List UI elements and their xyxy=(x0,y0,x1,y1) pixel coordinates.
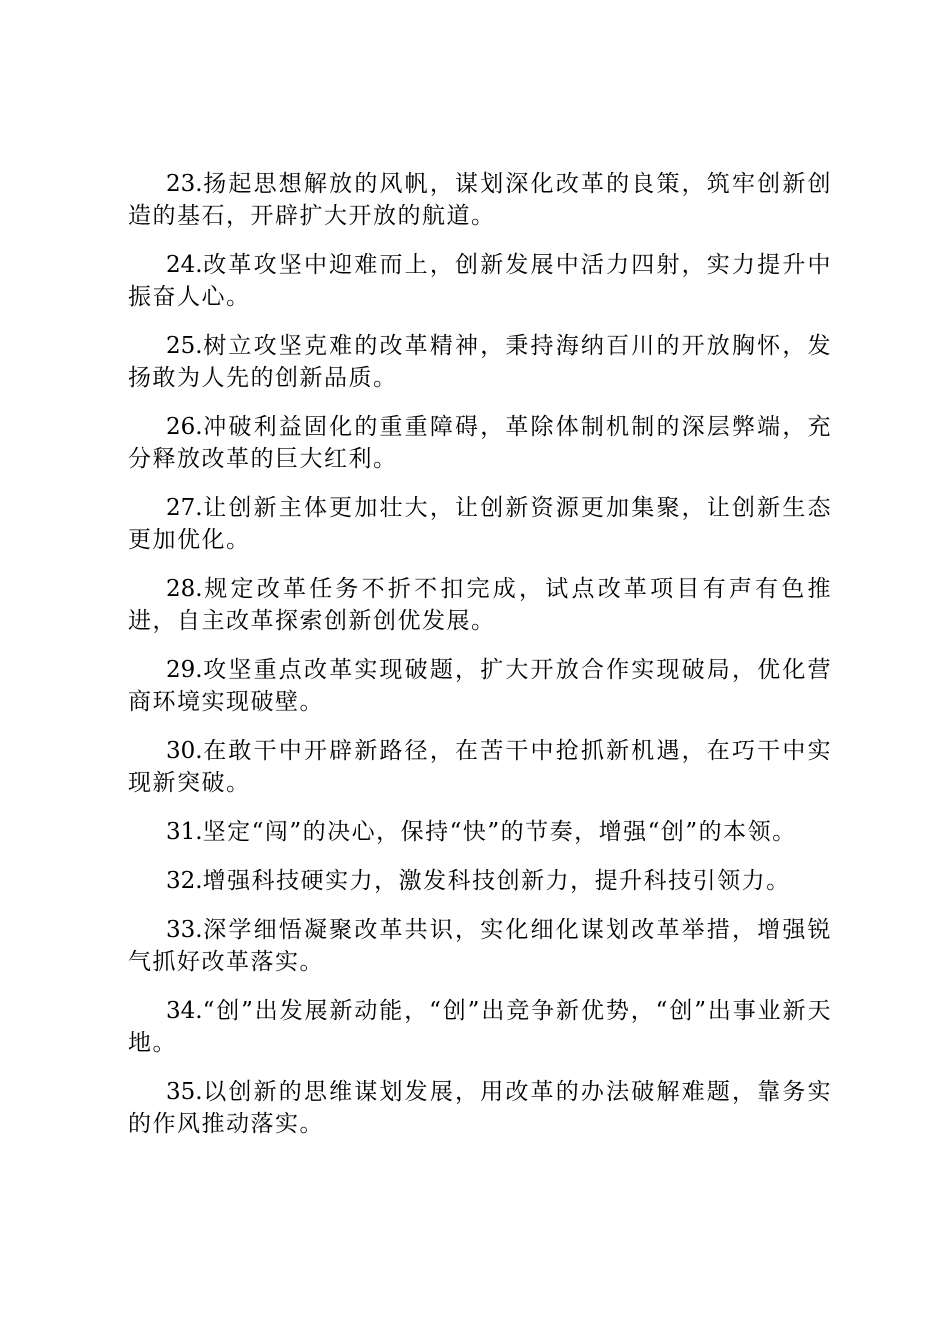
item-number: 34. xyxy=(166,998,203,1024)
item-text: 扬起思想解放的风帆，谋划深化改革的良策，筑牢创新创造的基石，开辟扩大开放的航道。 xyxy=(128,171,832,229)
list-item xyxy=(128,816,832,848)
list-item xyxy=(128,914,832,978)
list-item xyxy=(128,168,832,232)
list-item xyxy=(128,492,832,556)
item-text: 冲破利益固化的重重障碍，革除体制机制的深层弊端，充分释放改革的巨大红利。 xyxy=(128,414,832,472)
item-text: “创”出发展新动能，“创”出竞争新优势，“创”出事业新天地。 xyxy=(128,998,832,1056)
item-text: 坚定“闯”的决心，保持“快”的节奏，增强“创”的本领。 xyxy=(202,819,797,845)
item-number: 30. xyxy=(166,738,203,764)
item-text: 增强科技硬实力，激发科技创新力，提升科技引领力。 xyxy=(202,868,791,894)
item-text: 以创新的思维谋划发展，用改革的办法破解难题，靠务实的作风推动落实。 xyxy=(128,1079,832,1137)
item-number: 32. xyxy=(166,868,203,894)
item-number: 26. xyxy=(166,414,203,440)
item-number: 29. xyxy=(166,657,203,683)
item-text: 让创新主体更加壮大，让创新资源更加集聚，让创新生态更加优化。 xyxy=(128,495,832,553)
list-item xyxy=(128,330,832,394)
item-number: 33. xyxy=(166,917,203,943)
item-text: 规定改革任务不折不扣完成，试点改革项目有声有色推进，自主改革探索创新创优发展。 xyxy=(128,576,832,634)
item-number: 24. xyxy=(166,252,203,278)
item-text: 在敢干中开辟新路径，在苦干中抢抓新机遇，在巧干中实现新突破。 xyxy=(128,738,832,796)
item-number: 28. xyxy=(166,576,203,602)
item-text: 深学细悟凝聚改革共识，实化细化谋划改革举措，增强锐气抓好改革落实。 xyxy=(128,917,832,975)
list-item xyxy=(128,1076,832,1140)
item-number: 23. xyxy=(166,171,203,197)
document-page xyxy=(128,168,832,1157)
item-number: 31. xyxy=(166,819,203,845)
item-text: 改革攻坚中迎难而上，创新发展中活力四射，实力提升中振奋人心。 xyxy=(128,252,832,310)
item-number: 27. xyxy=(166,495,203,521)
list-item xyxy=(128,411,832,475)
list-item xyxy=(128,249,832,313)
list-item xyxy=(128,865,832,897)
list-item xyxy=(128,573,832,637)
list-item xyxy=(128,995,832,1059)
item-text: 攻坚重点改革实现破题，扩大开放合作实现破局，优化营商环境实现破壁。 xyxy=(128,657,832,715)
item-text: 树立攻坚克难的改革精神，秉持海纳百川的开放胸怀，发扬敢为人先的创新品质。 xyxy=(128,333,832,391)
list-item xyxy=(128,654,832,718)
item-number: 35. xyxy=(166,1079,203,1105)
list-item xyxy=(128,735,832,799)
item-number: 25. xyxy=(166,333,203,359)
